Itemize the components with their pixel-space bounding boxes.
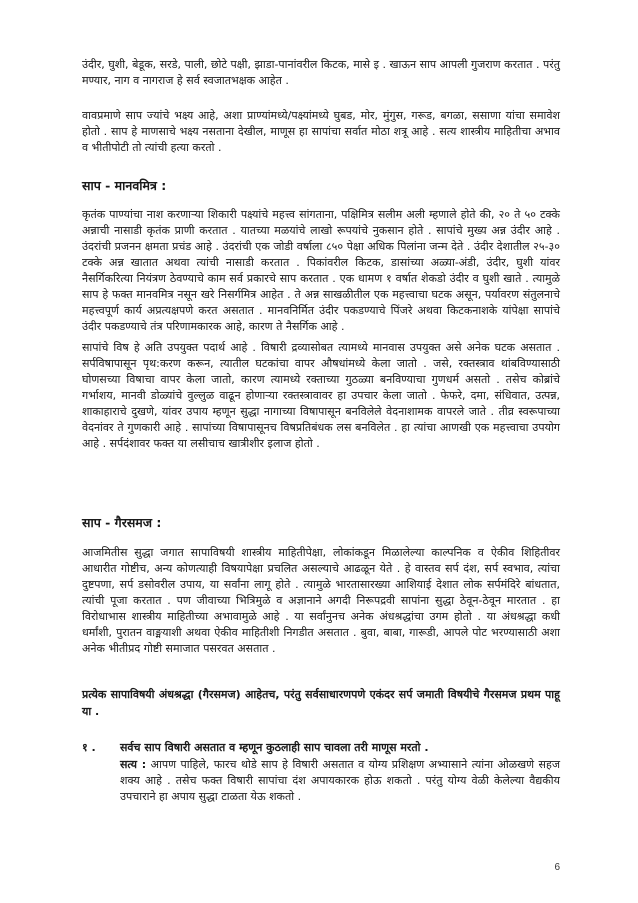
- truth-label: सत्य :: [120, 758, 147, 771]
- truth-text: आपण पाहिले, फारच थोडे साप हे विषारी असतात व योग्य प्रशिक्षण अभ्यासाने त्यांना ओळखणे सहज शक्य आहे . तसेच फक्त विषारी सापांचा दंश अपायकारक होऊ शकतो . परंतु योग्य वेळी केलेल्या वैद्यकीय उपचाराने हा अपाय सुद्धा टाळता येऊ शकतो .: [120, 758, 560, 803]
- list-item-title: सर्वच साप विषारी असतात व म्हणून कुठलाही साप चावला तरी माणूस मरतो .: [120, 741, 429, 754]
- paragraph-rodent-control: कृतंक पाण्यांचा नाश करणाऱ्या शिकारी पक्ष्यांचे महत्त्व सांगताना, पक्षिमित्र सलीम अली म्हणाले होते की, २० ते ५० टक्के अन्नाची नासाडी कृतंक प्राणी करतात . यातच्या मळयांचे लाखो रूपयांचे नुकसान होते . सापांचे मुख्य अन्न उंदीर आहे . उंदरांची प्रजनन क्षमता प्रचंड आहे . उंदरांची एक जोडी वर्षाला ८५० पेक्षा अधिक पिलांना जन्म देते . उंदीर देशातील २५-३० टक्के अन्न खातात अथवा त्यांची नासाडी करतात . पिकांवरील किटक, डासांच्या अळ्या-अंडी, उंदीर, घुशी यांवर नैसर्गिकरित्या नियंत्रण ठेवण्याचे काम सर्व प्रकारचे साप करतात . एक धामण १ वर्षात शेकडो उंदीर व घुशी खाते . त्यामुळे साप हे फक्त मानवमित्र नसून खरे निसर्गमित्र आहेत . ते अन्न साखळीतील एक महत्त्वाचा घटक असून, पर्यावरण संतुलनाचे महत्त्वपूर्ण कार्य अप्रत्यक्षपणे करत असतात . मानवनिर्मित उंदीर पकडण्याचे पिंजरे अथवा किटकनाशके यांपेक्षा सापांचे उंदीर पकडण्याचे तंत्र परिणामकारक आहे, कारण ते नैसर्गिक आहे .: [82, 208, 560, 333]
- list-item-number: १ .: [82, 741, 96, 754]
- page-number: 6: [554, 862, 560, 873]
- paragraph-venom-uses: सापांचे विष हे अति उपयुक्त पदार्थ आहे . विषारी द्रव्यासोबत त्यामध्ये मानवास उपयुक्त असे अनेक घटक असतात . सर्पविषापासून पृथ:करण करून, त्यातील घटकांचा वापर औषधांमध्ये केला जातो . जसे, रक्तस्त्राव थांबविण्यासाठी घोणसच्या विषाचा वापर केला जातो, कारण त्यामध्ये रक्ताच्या गुठळ्या बनविण्याचा गुणधर्म असतो . तसेच कोब्रांचे गर्भाशय, मानवी डोळ्यांचे वुल्लुळ वाढून होणाऱ्या रक्तस्त्रावावर हा उपचार केला जातो . फेफरे, दमा, संधिवात, उत्पन्न, शाकाहाराचे दुखणे, यांवर उपाय म्हणून सुद्धा नागाच्या विषापासून बनविलेले वेदनाशामक वापरले जाते . तीव्र स्वरूपाच्या वेदनांवर ते गुणकारी आहे . सापांच्या विषापासूनच विषप्रतिबंधक लस बनविलेत . हा त्यांचा आणखी एक महत्त्वाचा उपयोग आहे . सर्पदंशावर फक्त या लसीचाच खात्रीशीर इलाज होतो .: [82, 341, 560, 450]
- paragraph-superstitions: आजमितीस सुद्धा जगात सापाविषयी शास्त्रीय माहितीपेक्षा, लोकांकडून मिळालेल्या काल्पनिक व ऐकीव शिहितीवर आधारीत गोष्टीच, अन्य कोणत्याही विषयापेक्षा प्रचलित असल्याचे आढळून येते . हे वास्तव सर्प दंश, सर्प स्वभाव, त्यांचा दुष्टपणा, सर्प डसोवरील उपाय, या सर्वांना लागू होते . त्यामुळे भारतासारख्या आशियाई देशात लोक सर्पमंदिरे बांधतात, त्यांची पूजा करतात . पण जीवाच्या भित्रिमुळे व अज्ञानाने अगदी निरूपद्रवी सापांना सुद्धा ठेवून-ठेवून मारतात . हा विरोधाभास शास्त्रीय माहितीच्या अभावामुळे आहे . या सर्वांनुनच अनेक अंधश्रद्धांचा उगम होतो . या अंधश्रद्धा कधी धर्मांशी, पुरातन वाङ्मयाशी अथवा ऐकीव माहितीशी निगडीत असतात . बुवा, बाबा, गारूडी, आपले पोट भरण्यासाठी अशा अनेक भीतीप्रद गोष्टी समाजात पसरवत असतात .: [82, 546, 560, 655]
- paragraph-predators: वावप्रमाणे साप ज्यांचे भक्ष्य आहे, अशा प्राण्यांमध्ये/पक्ष्यांमध्ये घुबड, मोर, मुंगुस, गरूड, बगळा, ससाणा यांचा समावेश होतो . साप हे माणसाचे भक्ष्य नसताना देखील, माणूस हा सापांचा सर्वात मोठा शत्रू आहे . सत्य शास्त्रीय माहितीचा अभाव व भीतीपोटी तो त्यांची हत्या करतो .: [82, 109, 560, 154]
- heading-snake-friend-of-man: साप - मानवमित्र :: [82, 178, 167, 193]
- list-item-body: [120, 757, 560, 805]
- heading-misconceptions: साप - गैरसमज :: [82, 515, 162, 530]
- paragraph-misconceptions-intro: प्रत्येक सापाविषयी अंधश्रद्धा (गैरसमज) आहेतच, परंतु सर्वसाधारणपणे एकंदर सर्प जमाती विषयीचे गैरसमज प्रथम पाहू या .: [82, 688, 560, 718]
- paragraph-prey-list: उंदीर, घुशी, बेडूक, सरडे, पाली, छोटे पक्षी, झाडा-पानांवरील किटक, मासे इ . खाऊन साप आपली गुजराण करतात . परंतु मण्यार, नाग व नागराज हे सर्व स्वजातभक्षक आहेत .: [82, 58, 560, 87]
